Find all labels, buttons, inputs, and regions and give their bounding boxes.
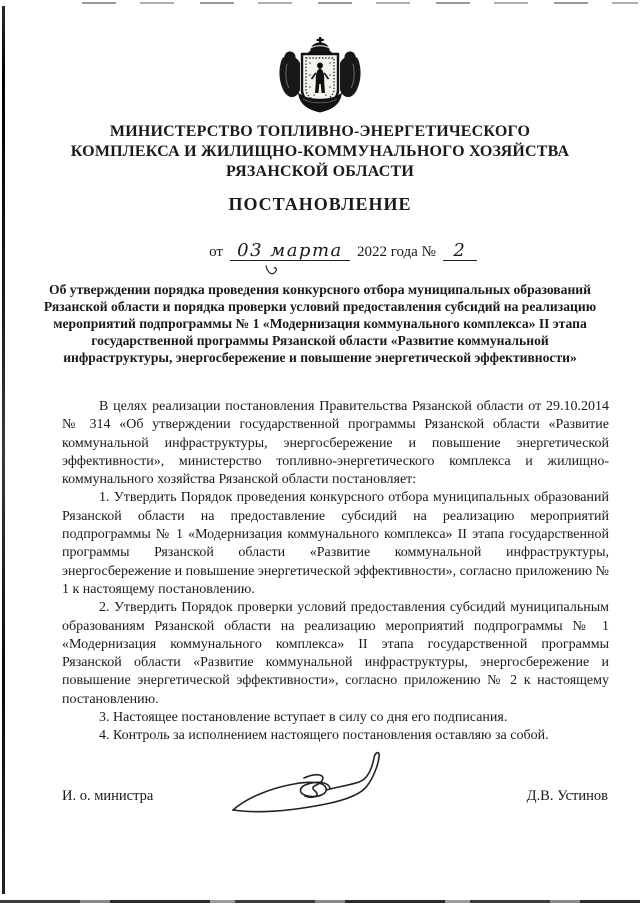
date-middle: 2022 года № [356,244,436,260]
body-paragraph-preamble: В целях реализации постановления Правительства Рязанской области от 29.10.2014 № 314 «Об утверждении государственной программы Рязанской области «Развитие коммунальной инфраструктуры, энергосбережение и повышение энергетической эффективности», министерство топливно-энергетического комплекса и жилищно-коммунального хозяйства Рязанской области постановляет: [62,399,609,488]
ministry-name-line-1: МИНИСТЕРСТВО ТОПЛИВНО-ЭНЕРГЕТИЧЕСКОГО [109,123,531,140]
pen-stroke-artifact [263,265,283,279]
date-and-number-line [0,240,640,261]
ministry-name-line-3: РЯЗАНСКОЙ ОБЛАСТИ [225,163,414,180]
handwritten-number: 2 [453,240,467,261]
signer-position-label: И. о. министра [62,788,154,804]
date-prefix: от [209,244,223,260]
document-type-heading: ПОСТАНОВЛЕНИЕ [228,194,412,214]
body-paragraph-item-4: 4. Контроль за исполнением настоящего постановления оставляю за собой. [99,728,549,744]
decree-body [62,398,609,746]
handwritten-date: 03 марта [237,240,343,261]
decree-title: Об утверждении порядка проведения конкурсного отбора муниципальных образований Рязанской области и порядка проверки условий предоставления субсидий на реализацию мероприятий подпрограммы № 1 «Модернизация коммунального комплекса» II этапа государственной программы Рязанской области «Развитие коммунальной инфраструктуры, энергосбережение и повышение энергетической эффективности» [43,282,597,365]
handwritten-date-field [230,240,350,261]
signer-name: Д.В. Устинов [526,788,608,804]
body-paragraph-item-3: 3. Настоящее постановление вступает в силу со дня его подписания. [99,710,508,726]
ministry-name-line-2: КОМПЛЕКСА И ЖИЛИЩНО-КОММУНАЛЬНОГО ХОЗЯЙСТВА [70,143,570,160]
body-paragraph-item-2: 2. Утвердить Порядок проверки условий предоставления субсидий муниципальным образованиям Рязанской области на реализацию мероприятий подпрограммы № 1 «Модернизация коммунального комплекса» II этапа государственной программы Рязанской области «Развитие коммунальной инфраструктуры, энергосбережение и повышение энергетической эффективности», согласно приложению № 2 к настоящему постановлению. [62,600,609,707]
scan-artifact-top-edge [82,2,638,4]
ministry-name [30,122,610,182]
handwritten-number-field [443,240,477,261]
coat-of-arms-icon [277,37,363,115]
signature-autograph [226,748,394,828]
scan-artifact-bottom-edge [0,900,640,903]
scan-artifact-left-edge [2,6,5,894]
body-paragraph-item-1: 1. Утвердить Порядок проведения конкурсного отбора муниципальных образований Рязанской области на предоставление субсидий на реализацию мероприятий подпрограммы № 1 «Модернизация коммунального комплекса» II этапа государственной программы Рязанской области «Развитие коммунальной инфраструктуры, энергосбережение и повышение энергетической эффективности», согласно приложению № 1 к настоящему постановлению. [62,490,609,597]
